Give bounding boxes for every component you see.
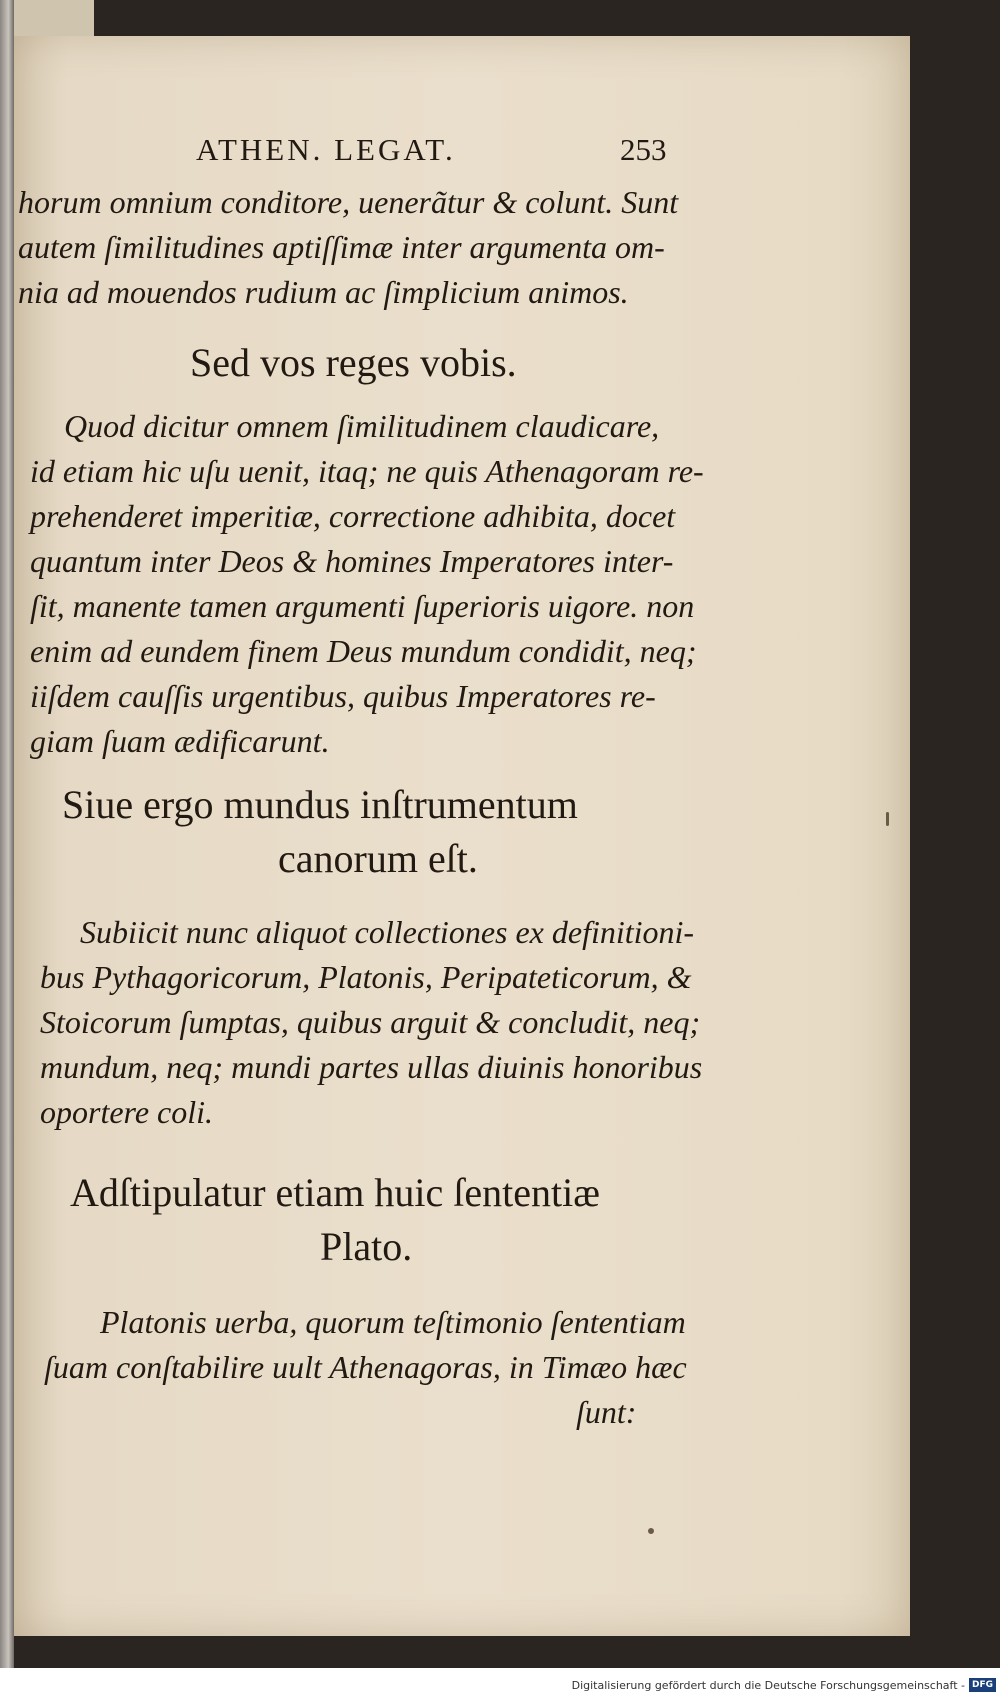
running-title: ATHEN. LEGAT. (196, 132, 456, 167)
lemma-line: Sed vos reges vobis. (190, 340, 517, 385)
commentary-block-4 (44, 1300, 687, 1435)
text-line: Stoicorum ſumptas, quibus arguit & concludit, neq; (40, 1004, 701, 1040)
text-line: iiſdem cauſſis urgentibus, quibus Imperatores re- (30, 678, 656, 714)
text-line: bus Pythagoricorum, Platonis, Peripateticorum, & (40, 959, 692, 995)
text-line: Subiicit nunc aliquot collectiones ex definitioni- (80, 914, 695, 950)
commentary-block-3 (40, 910, 702, 1135)
commentary-block-2 (30, 404, 704, 764)
lemma-line: Adſtipulatur etiam huic ſententiæ (70, 1170, 600, 1215)
commentary-block-1 (18, 180, 678, 315)
text-line: ſit, manente tamen argumenti ſuperioris uigore. non (30, 588, 695, 624)
text-line: oportere coli. (40, 1094, 213, 1130)
text-line: id etiam hic uſu uenit, itaq; ne quis Athenagoram re- (30, 453, 704, 489)
paper-speck (648, 1528, 654, 1534)
text-line: ſuam conſtabilire uult Athenagoras, in Timæo hæc (44, 1349, 687, 1385)
text-line: enim ad eundem finem Deus mundum condidit, neq; (30, 633, 697, 669)
paper-speck (886, 812, 889, 826)
lemma-heading-3 (70, 1166, 600, 1274)
credit-text: Digitalisierung gefördert durch die Deutsche Forschungsgemeinschaft - (571, 1678, 965, 1692)
lemma-line: canorum eſt. (278, 836, 478, 881)
text-line: nia ad mouendos rudium ac ſimplicium animos. (18, 274, 629, 310)
dfg-logo-icon: DFG (969, 1678, 996, 1692)
text-line: horum omnium conditore, uenerãtur & colunt. Sunt (18, 184, 679, 220)
digitization-credit (572, 1674, 1000, 1696)
text-line: ſunt: (576, 1394, 637, 1430)
text-line: giam ſuam ædificarunt. (30, 723, 330, 759)
lemma-line: Siue ergo mundus inſtrumentum (62, 782, 578, 827)
lemma-heading-1 (190, 336, 517, 390)
text-line: prehenderet imperitiæ, correctione adhibita, docet (30, 498, 676, 534)
text-line: Quod dicitur omnem ſimilitudinem claudicare, (64, 408, 660, 444)
page-number: 253 (620, 132, 667, 167)
lemma-heading-2 (62, 778, 662, 886)
lemma-line: Plato. (320, 1224, 413, 1269)
book-spine (0, 0, 14, 1668)
text-line: mundum, neq; mundi partes ullas diuinis honoribus (40, 1049, 703, 1085)
text-line: Platonis uerba, quorum teſtimonio ſententiam (100, 1304, 686, 1340)
text-line: quantum inter Deos & homines Imperatores inter- (30, 543, 674, 579)
text-line: autem ſimilitudines aptiſſimæ inter argumenta om- (18, 229, 665, 265)
